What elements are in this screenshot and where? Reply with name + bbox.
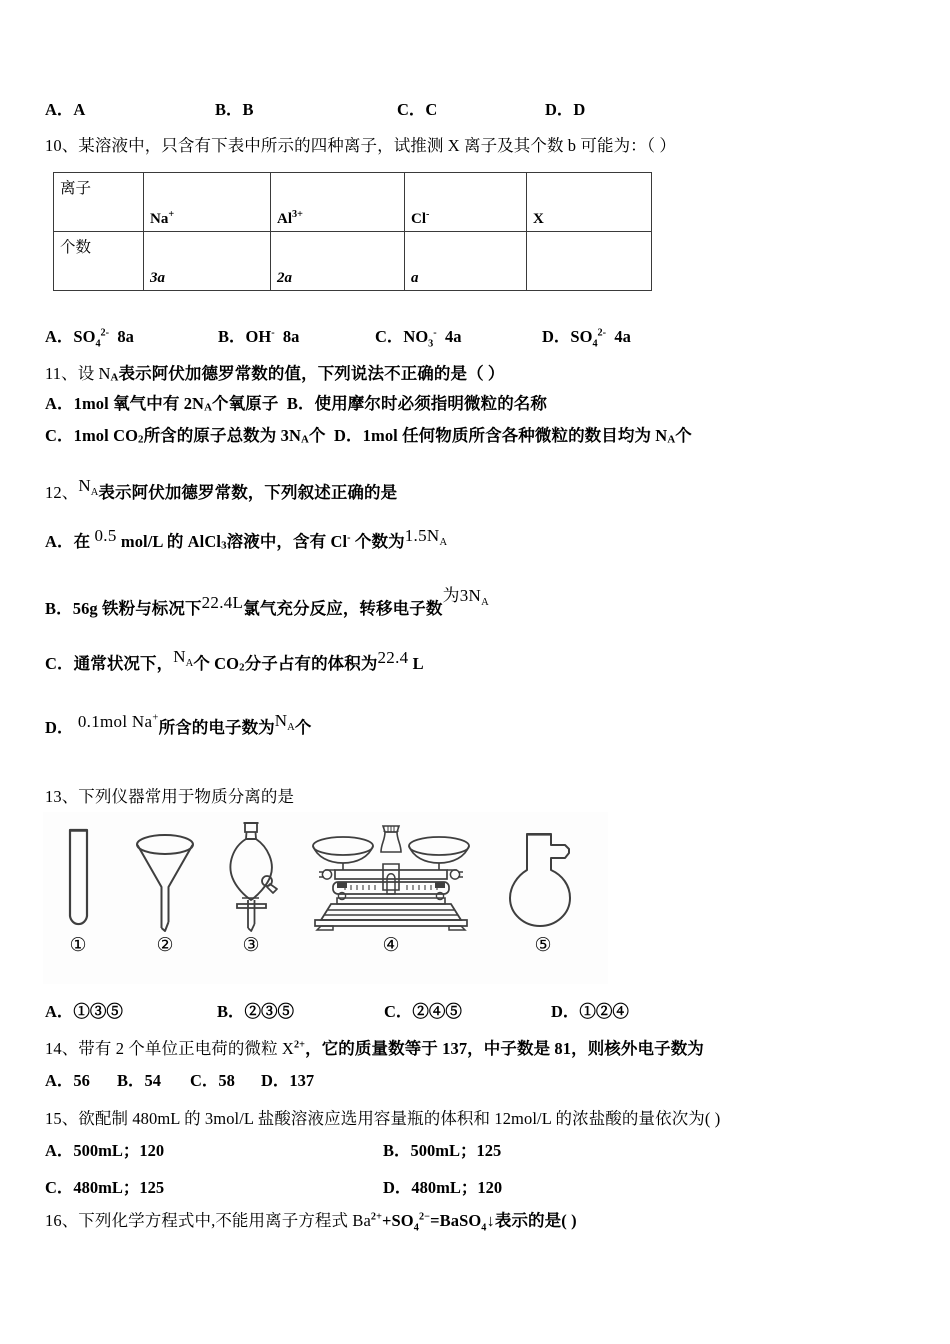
q12-option-a-label: A． [45, 532, 74, 551]
q12-option-b-label: B． [45, 599, 73, 618]
q10-option-row [45, 329, 745, 351]
q10-option-d-sub: 4 [592, 338, 598, 350]
q12-option-d-t1: 所含的电子数为 [158, 718, 275, 737]
q10-option-a-sub: 4 [95, 338, 101, 350]
q13-option-row [45, 1004, 745, 1026]
q10-option-c-sub: 3 [428, 338, 434, 350]
q15-option-d: D．480mL；120 [383, 1178, 503, 1197]
q12-option-c-sub: 2 [239, 661, 245, 674]
q16-mid-baso: =BaSO [430, 1211, 482, 1230]
q12-option-d-label: D． [45, 718, 74, 737]
q15-option-row-2 [45, 1180, 745, 1202]
q12-option-c-label: C． [45, 654, 74, 673]
q12-option-a-result [404, 526, 448, 548]
q12-option-b-t2: 氯气充分反应，转移电子数 [243, 599, 443, 618]
q16-sup-so4: 2− [418, 1211, 431, 1223]
q11-option-c-sub-na: A [300, 433, 309, 446]
q12-option-a-t1: 在 [73, 532, 91, 551]
q12-option-b-result [442, 586, 490, 608]
q12-option-c-unit: L [412, 654, 424, 673]
q12-stem-na-sub: A [90, 486, 99, 498]
q16-tail: ↓表示的是( ) [486, 1211, 577, 1230]
table-cell-na-count: 3a [144, 232, 271, 291]
q10-option-c-sup: - [433, 327, 437, 339]
q10-option-b-formula: B．OH [218, 327, 272, 346]
q10-option-a-sup: 2- [100, 327, 110, 339]
q11-option-a-sub: A [204, 401, 213, 414]
q11-option-d-tail: 个 [675, 426, 692, 445]
q14-option-row [45, 1073, 445, 1095]
q12-option-c [45, 647, 424, 674]
q10-option-c-formula: C．NO [375, 327, 429, 346]
q11-option-c-pre: C．1mol CO [45, 426, 139, 445]
q12-option-c-volume: 22.4 [377, 648, 409, 667]
q9-option-c: C．C [397, 100, 438, 119]
q13-option-c: C．②④⑤ [384, 1002, 462, 1021]
q11-option-d-pre: D．1mol 任何物质所含各种微粒的数目均为 N [334, 426, 668, 445]
table-row [54, 173, 652, 232]
q15-stem-text: 15、欲配制 480mL 的 3mol/L 盐酸溶液应选用容量瓶的体积和 12mol/L 的浓盐酸的量依次为( ) [45, 1109, 721, 1128]
q15-option-a: A．500mL；120 [45, 1141, 165, 1160]
q12-option-a-result-sub: A [439, 536, 448, 548]
q12-option-c-na-sub: A [185, 657, 194, 669]
q12-option-d-na-sub: A [287, 721, 295, 733]
apparatus-test-tube [61, 828, 95, 932]
q11-option-b: B．使用摩尔时必须指明微粒的名称 [286, 394, 547, 413]
q12-option-c-t2: 个 CO [193, 654, 240, 673]
q12-option-a-result-text: 1.5N [404, 526, 440, 545]
q11-options-line-1 [45, 396, 547, 413]
q9-option-d: D．D [545, 100, 586, 119]
q12-option-b-result-text: 为3N [442, 586, 482, 605]
q10-option-a-formula: A．SO [45, 327, 96, 346]
table-cell-al: $Al^{3+}$ [271, 173, 405, 232]
q15-stem [45, 1111, 720, 1128]
q13-apparatus-figure [43, 812, 608, 984]
q12-option-d-amount-sup: + [152, 712, 159, 724]
table-row [54, 232, 652, 291]
q11-stem-pre: 11、设 N [45, 364, 111, 383]
apparatus-funnel [134, 832, 196, 932]
q12-option-b-result-sub: A [481, 596, 490, 608]
q10-option-d-sup: 2- [597, 327, 607, 339]
q12-stem-number: 12、 [45, 483, 79, 502]
q11-option-c-post: 所含的原子总数为 3N [143, 426, 301, 445]
q11-option-d-sub: A [667, 433, 676, 446]
q10-option-b [218, 329, 299, 346]
q15-option-row-1 [45, 1143, 745, 1165]
apparatus-separating-funnel [223, 820, 289, 935]
q14-stem-post: ，它的质量数等于 137，中子数是 81，则核外电子数为 [305, 1039, 704, 1058]
q10-option-a [45, 327, 134, 350]
q12-option-b-volume: 22.4L [201, 593, 244, 612]
q14-option-d: D．137 [261, 1071, 315, 1090]
q12-option-b [45, 586, 490, 619]
apparatus-label-1: ① [69, 935, 87, 956]
q14-stem-pre: 14、带有 2 个单位正电荷的微粒 X [45, 1039, 294, 1058]
table-header-ion: 离子 [54, 173, 144, 232]
q12-option-a-t4: 个数为 [354, 532, 405, 551]
q11-option-c-tail: 个 [308, 426, 326, 445]
q12-option-d-na-text: N [274, 711, 288, 730]
q10-option-b-sup: - [271, 327, 275, 339]
q13-option-b: B．②③⑤ [217, 1002, 295, 1021]
q12-option-d [45, 711, 312, 738]
q12-option-c-t1: 通常状况下， [73, 654, 174, 673]
q10-option-c [375, 327, 462, 350]
q12-stem-na-text: N [78, 476, 91, 495]
apparatus-label-2: ② [156, 935, 174, 956]
q10-stem [45, 138, 676, 155]
q10-option-a-count: 8a [117, 327, 134, 346]
q15-option-b: B．500mL；125 [383, 1141, 502, 1160]
q12-option-a-value: 0.5 [94, 526, 117, 545]
q13-stem-text: 13、下列仪器常用于物质分离的是 [45, 787, 295, 806]
q12-option-c-na [173, 647, 194, 669]
q14-option-c: C．58 [190, 1071, 235, 1090]
q16-sub-so4: 4 [413, 1222, 419, 1234]
q12-stem-text: 表示阿伏加德罗常数，下列叙述正确的是 [98, 483, 398, 502]
q12-option-a-t2: mol/L 的 AlCl [120, 532, 222, 551]
q12-option-a [45, 526, 448, 552]
q11-options-line-2 [45, 428, 692, 445]
q14-stem-sup: 2+ [293, 1039, 306, 1051]
q10-option-b-count: 8a [282, 327, 300, 346]
q11-stem-post: 表示阿伏加德罗常数的值，下列说法不正确的是（ ） [118, 364, 505, 383]
q12-option-d-na [274, 711, 295, 733]
q10-stem-text: 10、某溶液中，只含有下表中所示的四种离子，试推测 X 离子及其个数 b 可能为：（ ） [45, 136, 676, 155]
q16-stem-pre: 16、下列化学方程式中,不能用离子方程式 Ba [45, 1211, 371, 1230]
q12-option-c-t3: 分子占有的体积为 [244, 654, 378, 673]
q10-option-d [542, 327, 631, 350]
table-cell-x-count [527, 232, 652, 291]
q14-option-b: B．54 [117, 1071, 162, 1090]
q11-option-c-sub-co2: 2 [138, 433, 144, 446]
q10-option-c-count: 4a [444, 327, 462, 346]
q14-option-a: A．56 [45, 1071, 90, 1090]
q13-option-d: D．①②④ [551, 1002, 629, 1021]
q10-option-d-formula: D．SO [542, 327, 593, 346]
q12-option-d-amount [78, 712, 159, 731]
q13-stem [45, 789, 294, 806]
q9-option-b: B．B [215, 100, 254, 119]
q12-stem-na [78, 476, 99, 498]
q13-option-a: A．①③⑤ [45, 1002, 123, 1021]
table-cell-na: Na+ [144, 173, 271, 232]
q12-option-d-t2: 个 [294, 718, 312, 737]
q12-option-d-amount-text: 0.1mol Na [77, 712, 153, 731]
q12-option-c-na-text: N [173, 647, 186, 666]
apparatus-balance-scale [311, 824, 471, 934]
q14-stem [45, 1041, 704, 1058]
q16-sub-baso4: 4 [481, 1222, 487, 1234]
q12-stem [45, 476, 398, 503]
q16-sup-ba: 2+ [370, 1211, 383, 1223]
apparatus-distillation-flask [507, 832, 579, 932]
q9-option-a: A．A [45, 100, 86, 119]
table-cell-al-count: 2a [271, 232, 405, 291]
q11-option-a-post: 个氧原子 [212, 394, 279, 413]
q11-option-a-pre: A．1mol 氧气中有 2N [45, 394, 205, 413]
q15-option-c: C．480mL；125 [45, 1178, 165, 1197]
q10-option-d-count: 4a [614, 327, 631, 346]
q16-mid-so: +SO [382, 1211, 414, 1230]
q11-stem [45, 366, 505, 383]
table-cell-cl: Cl‑ [405, 173, 527, 232]
table-cell-x: X [527, 173, 652, 232]
table-header-count: 个数 [54, 232, 144, 291]
q12-option-b-t1: 56g 铁粉与标况下 [72, 599, 202, 618]
apparatus-label-5: ⑤ [534, 935, 552, 956]
q12-option-a-sup: - [347, 532, 351, 544]
q12-option-a-t3: 溶液中，含有 Cl [226, 532, 348, 551]
q16-stem [45, 1211, 577, 1234]
apparatus-label-4: ④ [382, 935, 400, 956]
q12-option-a-sub: 3 [221, 539, 227, 552]
q9-option-row [45, 102, 745, 124]
q11-stem-sub: A [110, 371, 119, 384]
table-cell-cl-count: a [405, 232, 527, 291]
apparatus-label-3: ③ [242, 935, 260, 956]
q10-ion-table [53, 172, 652, 291]
